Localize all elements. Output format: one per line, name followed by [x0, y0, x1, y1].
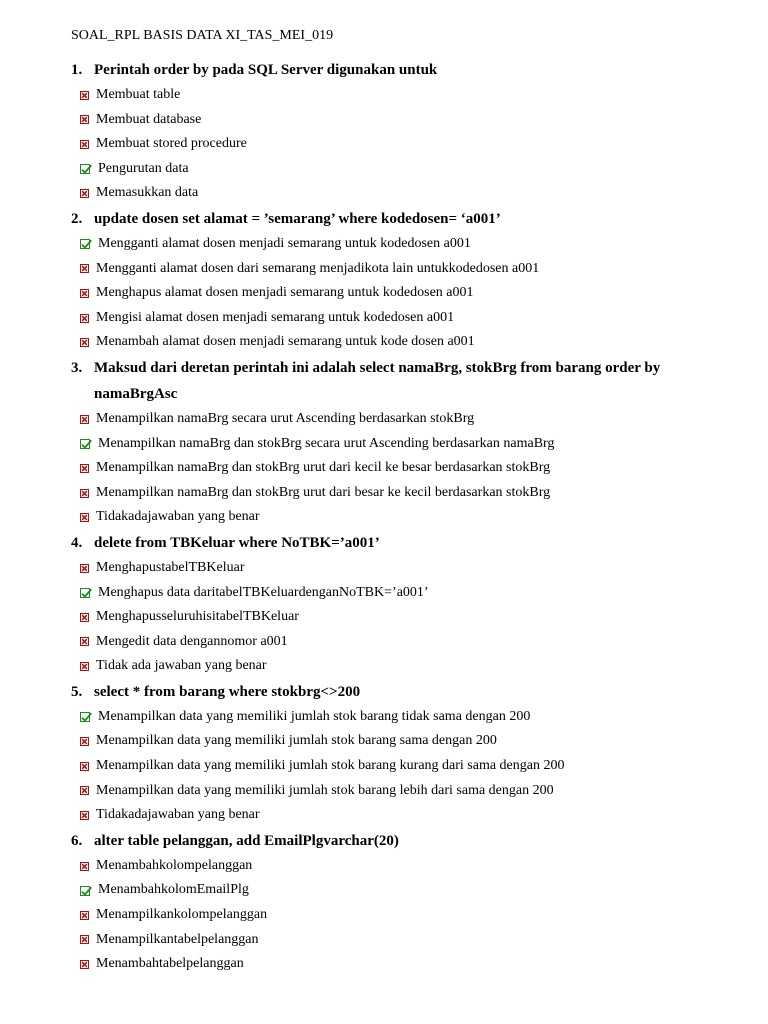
checkbox-checked-icon: [80, 712, 90, 722]
checkbox-cross-icon: [80, 613, 89, 622]
question-heading: [71, 679, 711, 705]
checkbox-cross-icon: [80, 637, 89, 646]
answer-option-correct: [71, 581, 711, 606]
answer-option-text: Menghapus alamat dosen menjadi semarang untuk kodedosen a001: [96, 285, 474, 301]
answer-option-text: Memasukkan data: [96, 185, 199, 201]
question-text: update dosen set alamat = ’semarang’ where kodedosen= ‘a001’: [94, 210, 501, 227]
answer-option-wrong: [71, 456, 711, 481]
question-4: [71, 530, 711, 679]
question-heading: [71, 206, 711, 232]
checkbox-cross-icon: [80, 662, 89, 671]
checkbox-cross-icon: [80, 415, 89, 424]
answer-option-text: MenambahkolomEmailPlg: [98, 882, 249, 898]
answer-option-text: Menampilkan namaBrg dan stokBrg secara urut Ascending berdasarkan namaBrg: [98, 435, 555, 451]
answer-option-text: Menampilkantabelpelanggan: [96, 931, 259, 947]
answer-option-text: Pengurutan data: [98, 160, 189, 176]
answer-option-text: Menampilkan data yang memiliki jumlah stok barang kurang dari sama dengan 200: [96, 758, 565, 774]
checkbox-cross-icon: [80, 513, 89, 522]
checkbox-cross-icon: [80, 935, 89, 944]
answer-option-wrong: [71, 306, 711, 331]
answer-option-wrong: [71, 83, 711, 108]
answer-option-wrong: [71, 754, 711, 779]
checkbox-cross-icon: [80, 811, 89, 820]
checkbox-cross-icon: [80, 911, 89, 920]
answer-option-text: Menampilkan namaBrg secara urut Ascending berdasarkan stokBrg: [96, 410, 475, 426]
answer-option-text: Mengedit data dengannomor a001: [96, 633, 288, 649]
answer-options: [71, 83, 711, 206]
question-number: 1.: [71, 62, 83, 78]
question-heading: [71, 828, 711, 854]
answer-option-wrong: [71, 779, 711, 804]
checkbox-cross-icon: [80, 960, 89, 969]
question-1: [71, 57, 711, 206]
answer-option-wrong: [71, 928, 711, 953]
checkbox-cross-icon: [80, 786, 89, 795]
answer-option-correct: [71, 232, 711, 257]
answer-option-text: Menampilkan data yang memiliki jumlah stok barang tidak sama dengan 200: [98, 708, 531, 724]
checkbox-cross-icon: [80, 564, 89, 573]
answer-option-wrong: [71, 654, 711, 679]
question-3: [71, 355, 711, 530]
answer-option-text: Menambah alamat dosen menjadi semarang untuk kode dosen a001: [96, 334, 475, 350]
checkbox-cross-icon: [80, 289, 89, 298]
question-number: 6.: [71, 832, 83, 849]
document-title: SOAL_RPL BASIS DATA XI_TAS_MEI_019: [71, 28, 334, 43]
question-text: delete from TBKeluar where NoTBK=’a001’: [94, 534, 380, 551]
answer-option-correct: [71, 878, 711, 903]
answer-options: [71, 705, 711, 828]
answer-option-text: Menampilkan data yang memiliki jumlah stok barang lebih dari sama dengan 200: [96, 782, 554, 798]
answer-option-wrong: [71, 481, 711, 506]
checkbox-checked-icon: [80, 239, 90, 249]
answer-option-text: Menampilkan namaBrg dan stokBrg urut dari besar ke kecil berdasarkan stokBrg: [96, 484, 551, 500]
answer-option-text: Tidakadajawaban yang benar: [96, 509, 260, 525]
answer-options: [71, 854, 711, 977]
answer-option-text: Mengganti alamat dosen dari semarang menjadikota lain untukkodedosen a001: [96, 260, 540, 276]
checkbox-cross-icon: [80, 489, 89, 498]
answer-option-text: Menampilkan namaBrg dan stokBrg urut dari kecil ke besar berdasarkan stokBrg: [96, 460, 551, 476]
answer-option-wrong: [71, 854, 711, 879]
answer-option-wrong: [71, 605, 711, 630]
answer-option-text: MenghapusseluruhisitabelTBKeluar: [96, 609, 299, 625]
answer-option-wrong: [71, 108, 711, 133]
answer-option-wrong: [71, 132, 711, 157]
answer-option-text: MenghapustabelTBKeluar: [96, 559, 245, 575]
question-number: 5.: [71, 683, 83, 700]
answer-option-wrong: [71, 803, 711, 828]
question-5: [71, 679, 711, 828]
answer-option-text: Menambahkolompelanggan: [96, 857, 253, 873]
question-6: [71, 828, 711, 977]
answer-option-wrong: [71, 505, 711, 530]
checkbox-cross-icon: [80, 338, 89, 347]
answer-option-wrong: [71, 407, 711, 432]
answer-option-wrong: [71, 281, 711, 306]
question-number: 2.: [71, 210, 83, 227]
checkbox-checked-icon: [80, 588, 90, 598]
question-text: select * from barang where stokbrg<>200: [94, 683, 361, 700]
question-number: 4.: [71, 534, 83, 551]
answer-option-correct: [71, 157, 711, 182]
answer-option-text: Menampilkankolompelanggan: [96, 907, 268, 923]
question-number: 3.: [71, 359, 83, 376]
question-heading: [71, 355, 711, 407]
answer-option-correct: [71, 432, 711, 457]
checkbox-cross-icon: [80, 140, 89, 149]
checkbox-checked-icon: [80, 886, 90, 896]
checkbox-cross-icon: [80, 762, 89, 771]
answer-option-text: Mengganti alamat dosen menjadi semarang untuk kodedosen a001: [98, 235, 471, 251]
answer-option-text: Membuat database: [96, 111, 202, 127]
answer-option-wrong: [71, 330, 711, 355]
question-2: [71, 206, 711, 355]
answer-option-text: Membuat table: [96, 87, 181, 102]
checkbox-cross-icon: [80, 464, 89, 473]
checkbox-checked-icon: [80, 439, 90, 449]
checkbox-cross-icon: [80, 115, 89, 124]
answer-option-wrong: [71, 556, 711, 581]
answer-option-text: Menambahtabelpelanggan: [96, 956, 244, 972]
answer-option-text: Menghapus data daritabelTBKeluardenganNoTBK=’a001’: [98, 584, 429, 600]
answer-option-text: Tidak ada jawaban yang benar: [96, 658, 267, 674]
answer-option-text: Membuat stored procedure: [96, 136, 247, 152]
document-page: [71, 28, 711, 977]
question-heading: [71, 57, 711, 83]
question-text: Maksud dari deretan perintah ini adalah select namaBrg, stokBrg from barang order by namaBrgAsc: [94, 359, 661, 402]
question-heading: [71, 530, 711, 556]
question-text: alter table pelanggan, add EmailPlgvarchar(20): [94, 832, 399, 849]
checkbox-cross-icon: [80, 737, 89, 746]
checkbox-cross-icon: [80, 91, 89, 100]
answer-option-wrong: [71, 903, 711, 928]
answer-option-wrong: [71, 181, 711, 206]
question-text: Perintah order by pada SQL Server digunakan untuk: [94, 62, 438, 78]
question-list: [71, 57, 711, 977]
checkbox-cross-icon: [80, 314, 89, 323]
checkbox-cross-icon: [80, 189, 89, 198]
answer-option-correct: [71, 705, 711, 730]
answer-option-wrong: [71, 729, 711, 754]
answer-options: [71, 556, 711, 679]
checkbox-cross-icon: [80, 862, 89, 871]
answer-option-wrong: [71, 952, 711, 977]
checkbox-cross-icon: [80, 264, 89, 273]
answer-option-text: Menampilkan data yang memiliki jumlah stok barang sama dengan 200: [96, 733, 497, 749]
answer-option-text: Mengisi alamat dosen menjadi semarang untuk kodedosen a001: [96, 309, 455, 325]
answer-option-wrong: [71, 630, 711, 655]
answer-options: [71, 232, 711, 355]
checkbox-checked-icon: [80, 164, 90, 174]
answer-options: [71, 407, 711, 530]
answer-option-text: Tidakadajawaban yang benar: [96, 807, 260, 823]
answer-option-wrong: [71, 257, 711, 282]
